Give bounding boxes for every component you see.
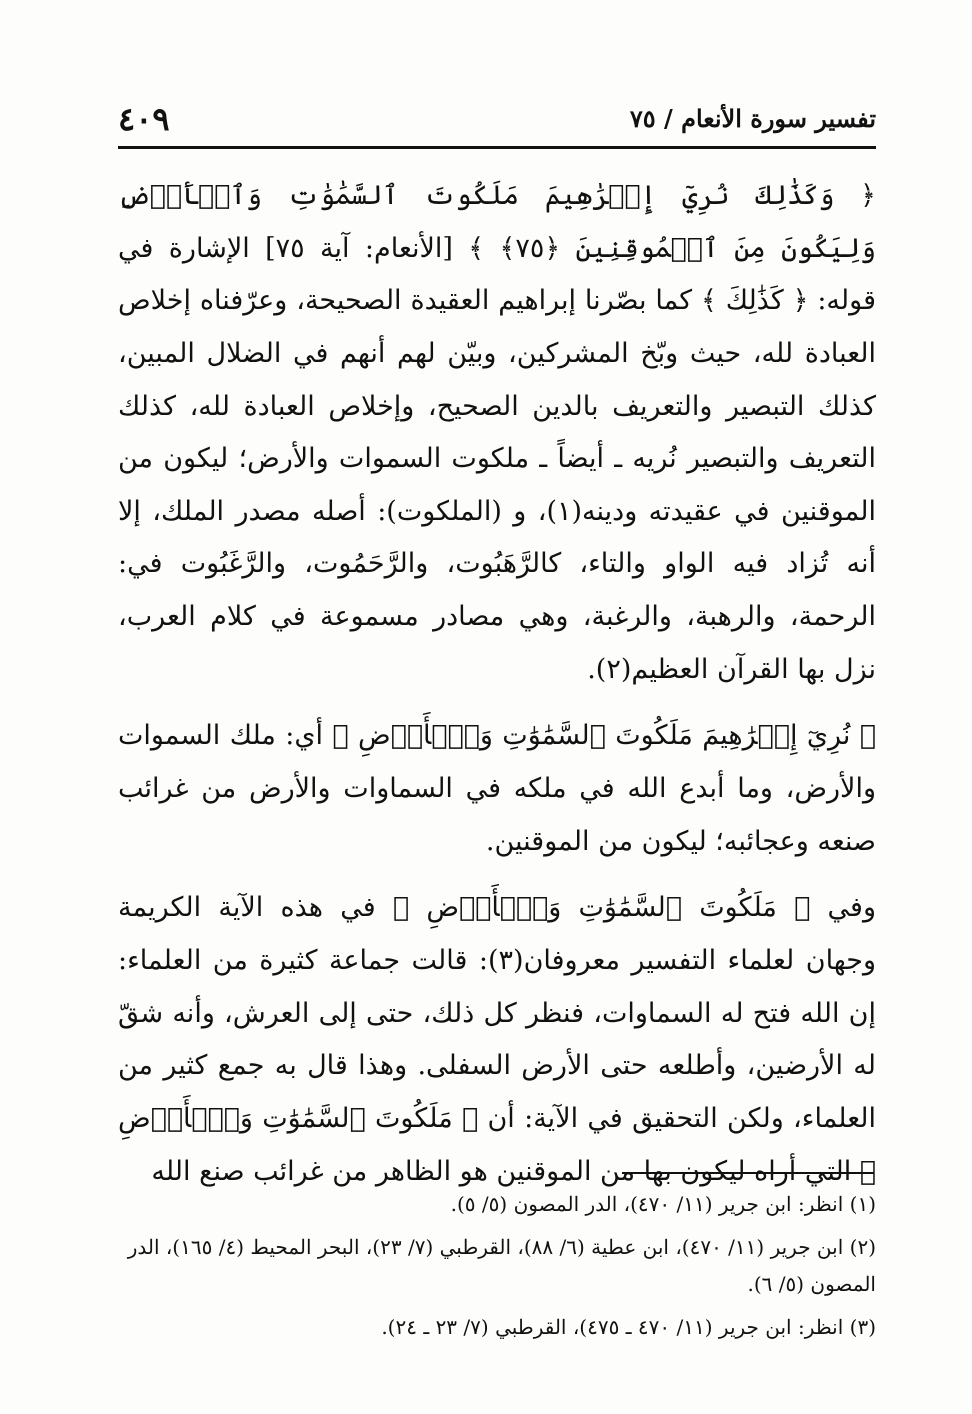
running-title: تفسير سورة الأنعام / ٧٥ bbox=[629, 104, 876, 133]
paragraph-2: ﴿ نُرِيٓ إِبۡرَٰهِيمَ مَلَكُوتَ ٱلسَّمَٰوَٰتِ وَٱلۡأَرۡضِ ﴾ أي: ملك السموات والأرض، وما أبدع الله في ملكه في السماوات والأرض من غرائب صنعه وعجائبه؛ ليكون من الموقنين. bbox=[118, 720, 876, 857]
footnote-2: (٢) ابن جرير (١١/ ٤٧٠)، ابن عطية (٦/ ٨٨)، القرطبي (٧/ ٢٣)، البحر المحيط (٤/ ١٦٥)، الدر المصون (٥/ ٦). bbox=[127, 1235, 876, 1296]
paragraph-3: وفي ﴿ مَلَكُوتَ ٱلسَّمَٰوَٰتِ وَٱلۡأَرۡضِ ﴾ في هذه الآية الكريمة وجهان لعلماء التفسير معروفان(٣): قالت جماعة كثيرة من العلماء: إن الله فتح له السماوات، فنظر كل ذلك، حتى إلى العرش، وأنه شقّ له الأرضين، وأطلعه حتى الأرض السفلى. وهذا قال به جمع كثير من العلماء، ولكن التحقيق في الآية: أن ﴿ مَلَكُوتَ ٱلسَّمَٰوَٰتِ وَٱلۡأَرۡضِ ﴾ التي أراه ليكون بها من الموقنين هو الظاهر من غرائب صنع الله bbox=[118, 892, 877, 1187]
footnotes bbox=[118, 1186, 876, 1352]
page-header bbox=[118, 100, 876, 149]
footnote-1: (١) انظر: ابن جرير (١١/ ٤٧٠)، الدر المصون (٥/ ٥). bbox=[450, 1192, 876, 1216]
footnote-divider bbox=[622, 1172, 874, 1174]
page-number: ٤٠٩ bbox=[118, 100, 170, 138]
body-text bbox=[118, 170, 876, 1212]
paragraph-1: ﴿ وَكَذَٰلِكَ نُرِيٓ إِبۡرَٰهِيمَ مَلَكُوتَ ٱلسَّمَٰوَٰتِ وَٱلۡأَرۡضِ وَلِيَكُونَ مِنَ ٱلۡمُوقِنِينَ ﴿٧٥﴾ ﴾ [الأنعام: آية ٧٥] الإشارة في قوله: ﴿ كَذَٰلِكَ ﴾ كما بصّرنا إبراهيم العقيدة الصحيحة، وعرّفناه إخلاص العبادة لله، حيث وبّخ المشركين، وبيّن لهم أنهم في الضلال المبين، كذلك التبصير والتعريف بالدين الصحيح، وإخلاص العبادة لله، كذلك التعريف والتبصير نُريه ـ أيضاً ـ ملكوت السموات والأرض؛ ليكون من الموقنين في عقيدته ودينه(١)، و (الملكوت): أصله مصدر الملك، إلا أنه تُزاد فيه الواو والتاء، كالرَّهَبُوت، والرَّحَمُوت، والرَّغَبُوت في: الرحمة، والرهبة، والرغبة، وهي مصادر مسموعة في كلام العرب، نزل بها القرآن العظيم(٢). bbox=[118, 180, 877, 685]
footnote-3: (٣) انظر: ابن جرير (١١/ ٤٧٠ ـ ٤٧٥)، القرطبي (٧/ ٢٣ ـ ٢٤). bbox=[381, 1315, 876, 1339]
